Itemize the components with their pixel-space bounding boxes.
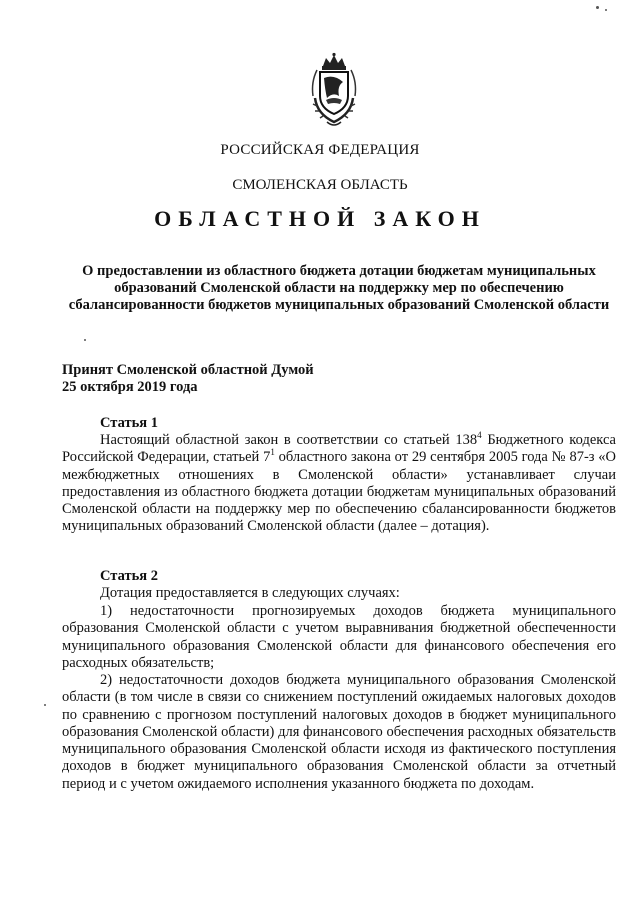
article-1-text-part2: Бюджетного кодекса Российской Федерации, статьей 7: [62, 432, 616, 466]
article-2-item-2-text: 2) недостаточности доходов бюджета муниципального образования Смоленской области (в том числе в связи со снижением поступлений ожидаемых налоговых доходов по сравнению с прогнозом поступлений налоговых доходов в бюджет муниципального образования Смоленской области) для финансового обеспечения расходных обязательств муниципального образования Смоленской области исходя из фактического поступления доходов в бюджет муниципального образования Смоленской области за отчетный период и с учетом ожидаемого исполнения указанного бюджета по доходам.: [62, 672, 616, 792]
federation-heading: РОССИЙСКАЯ ФЕДЕРАЦИЯ: [220, 142, 420, 158]
scan-speck: [44, 704, 46, 706]
article-1-text-part3: областного закона от 29 сентября 2005 года № 87-з «О межбюджетных отношениях в Смоленской области» устанавливает случаи предоставления из областного бюджета дотации бюджетам муниципальных образований Смоленской области на поддержку мер по обеспечению сбалансированности бюджетов муниципальных образований Смоленской области (далее – дотация).: [62, 449, 617, 535]
article-1-sup2: 1: [270, 447, 275, 458]
article-1-heading: Статья 1: [100, 415, 158, 431]
adoption-info: [62, 362, 314, 396]
article-2-item-1: [62, 603, 616, 672]
article-1-text: [62, 432, 616, 536]
article-2-item-1-text: 1) недостаточности прогнозируемых доходов бюджета муниципального образования Смоленской области с учетом выравнивания бюджетной обеспеченности муниципального образования Смоленской области для финансового обеспечения его расходных обязательств;: [62, 603, 616, 671]
coat-of-arms-icon: [303, 52, 365, 130]
article-1-text-part1: Настоящий областной закон в соответствии со статьей 138: [100, 432, 478, 448]
scan-speck: [596, 6, 599, 9]
scan-speck: [605, 9, 607, 11]
law-title: О предоставлении из областного бюджета дотации бюджетам муниципальных образований Смоленской области на поддержку мер по обеспечению сбалансированности бюджетов муниципальных образований Смоленской области: [68, 263, 610, 313]
region-heading: СМОЛЕНСКАЯ ОБЛАСТЬ: [232, 177, 408, 193]
article-2-heading: Статья 2: [100, 568, 158, 584]
article-2-intro: [62, 585, 616, 602]
adoption-date: 25 октября 2019 года: [62, 379, 198, 395]
scan-speck: [84, 339, 86, 341]
article-2-item-2: [62, 672, 616, 793]
adoption-body: Принят Смоленской областной Думой: [62, 362, 314, 378]
article-2-intro-text: Дотация предоставляется в следующих случаях:: [100, 585, 400, 601]
article-1-sup1: 4: [477, 430, 482, 441]
document-type-heading: ОБЛАСТНОЙ ЗАКОН: [154, 206, 486, 231]
